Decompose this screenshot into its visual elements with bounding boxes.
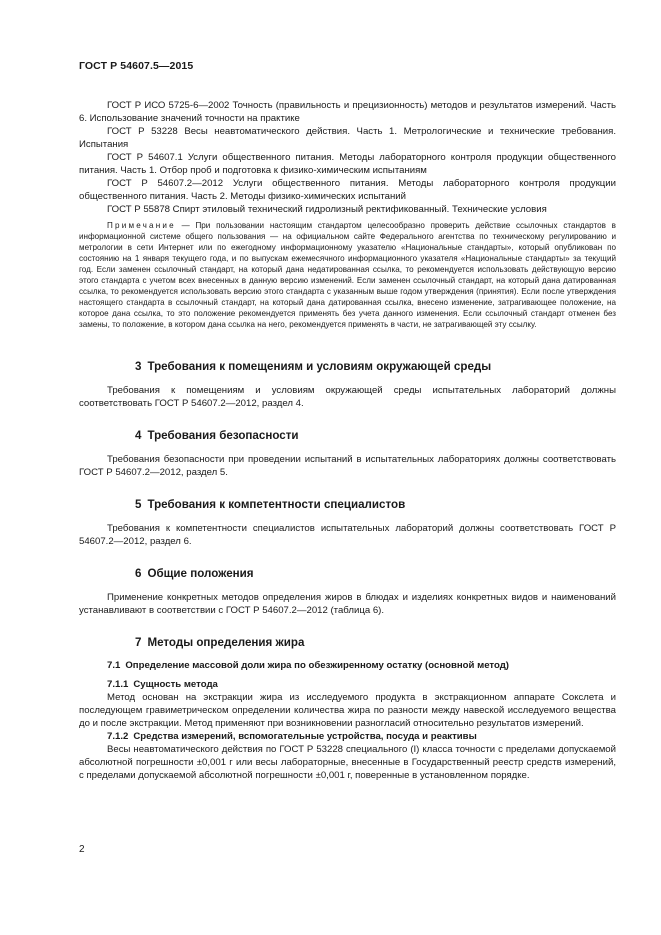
subsection-number: 7.1.2 [107,731,129,742]
reference-note [79,220,616,330]
subsection-7-1-1-heading [79,678,616,691]
subsection-title: Сущность метода [133,679,218,690]
section-3-text: Требования к помещениям и условиям окружающей среды испытательных лабораторий должны соответствовать ГОСТ Р 54607.2—2012, раздел 4. [79,385,616,409]
subsection-7-1-heading [79,659,616,672]
section-5-text: Требования к компетентности специалистов испытательных лабораторий должны соответствовать ГОСТ Р 54607.2—2012, раздел 6. [79,523,616,547]
reference-item: ГОСТ Р 54607.2—2012 Услуги общественного питания. Методы лабораторного контроля продукции общественного питания. Часть 2. Методы физико-химических испытаний [79,178,616,202]
page-number: 2 [79,844,85,855]
section-title: Требования к помещениям и условиям окружающей среды [147,360,492,373]
subsection-number: 7.1.1 [107,679,129,690]
section-number: 5 [135,498,142,511]
subsection-7-1-2-text: Весы неавтоматического действия по ГОСТ Р 53228 специального (I) класса точности с пределами допускаемой абсолютной погрешности ±0,001 г или весы лабораторные, внесенные в Государственный реестр средств измерений, с пределами допускаемой абсолютной погрешности ±0,001 г, поверенные в установленном порядке. [79,744,616,781]
document-body [79,99,616,782]
subsection-title: Средства измерений, вспомогательные устройства, посуда и реактивы [133,731,477,742]
section-title: Общие положения [147,567,254,580]
section-number: 4 [135,429,142,442]
section-number: 3 [135,360,142,373]
document-header: ГОСТ Р 54607.5—2015 [79,60,194,72]
section-6-text: Применение конкретных методов определения жиров в блюдах и изделиях конкретных видов и наименований устанавливают в соответствии с ГОСТ Р 54607.2—2012 (таблица 6). [79,592,616,616]
subsection-7-1-1-text: Метод основан на экстракции жира из исследуемого продукта в экстракционном аппарате Сокслета и последующем гравиметрическом определении количества жира по разности между навеской исследуемого вещества до и после экстракции. Метод применяют при возникновении разногласий относительно результатов измерений. [79,692,616,729]
section-number: 6 [135,567,142,580]
reference-item: ГОСТ Р 53228 Весы неавтоматического действия. Часть 1. Метрологические и технические требования. Испытания [79,126,616,150]
section-title: Требования безопасности [147,429,299,442]
reference-item: ГОСТ Р ИСО 5725-6—2002 Точность (правильность и прецизионность) методов и результатов измерений. Часть 6. Использование значений точности на практике [79,100,616,124]
subsection-number: 7.1 [107,660,121,671]
section-title: Требования к компетентности специалистов [147,498,406,511]
section-4-text: Требования безопасности при проведении испытаний в испытательных лабораториях должны соответствовать ГОСТ Р 54607.2—2012, раздел 5. [79,454,616,478]
section-5-heading [79,498,616,512]
reference-item: ГОСТ Р 54607.1 Услуги общественного питания. Методы лабораторного контроля продукции общественного питания. Часть 1. Отбор проб и подготовка к физико-химическим испытаниям [79,152,616,176]
section-6-heading [79,567,616,581]
reference-item: ГОСТ Р 55878 Спирт этиловый технический гидролизный ректификованный. Технические условия [107,204,547,215]
section-4-heading [79,429,616,443]
subsection-7-1-2-heading [79,730,616,743]
note-label: Примечание [107,221,176,230]
section-title: Методы определения жира [147,636,305,649]
section-number: 7 [135,636,142,649]
subsection-title: Определение массовой доли жира по обезжиренному остатку (основной метод) [125,660,509,671]
section-3-heading [79,360,616,374]
section-7-heading [79,636,616,650]
note-text: — При пользовании настоящим стандартом целесообразно проверить действие ссылочных стандартов в информационной системе общего пользования — на официальном сайте Федерального агентства по техническому регулированию и метрологии в сети Интернет или по ежегодному информационному указателю «Национальные стандарты», который опубликован по состоянию на 1 января текущего года, и по выпускам ежемесячного информационного указателя «Национальные стандарты» за текущий год. Если заменен ссылочный стандарт, на который дана недатированная ссылка, то рекомендуется использовать действующую версию этого стандарта с учетом всех внесенных в данную версию изменений. Если заменен ссылочный стандарт, на который дана датированная ссылка, то рекомендуется использовать версию этого стандарта с указанным выше годом утверждения (принятия). Если после утверждения настоящего стандарта в ссылочный стандарт, на который дана датированная ссылка, внесено изменение, затрагивающее положение, на которое дана ссылка, то это положение рекомендуется применять без учета данного изменения. Если ссылочный стандарт отменен без замены, то положение, в котором дана ссылка на него, рекомендуется применять в части, не затрагивающей эту ссылку. [79,221,616,329]
